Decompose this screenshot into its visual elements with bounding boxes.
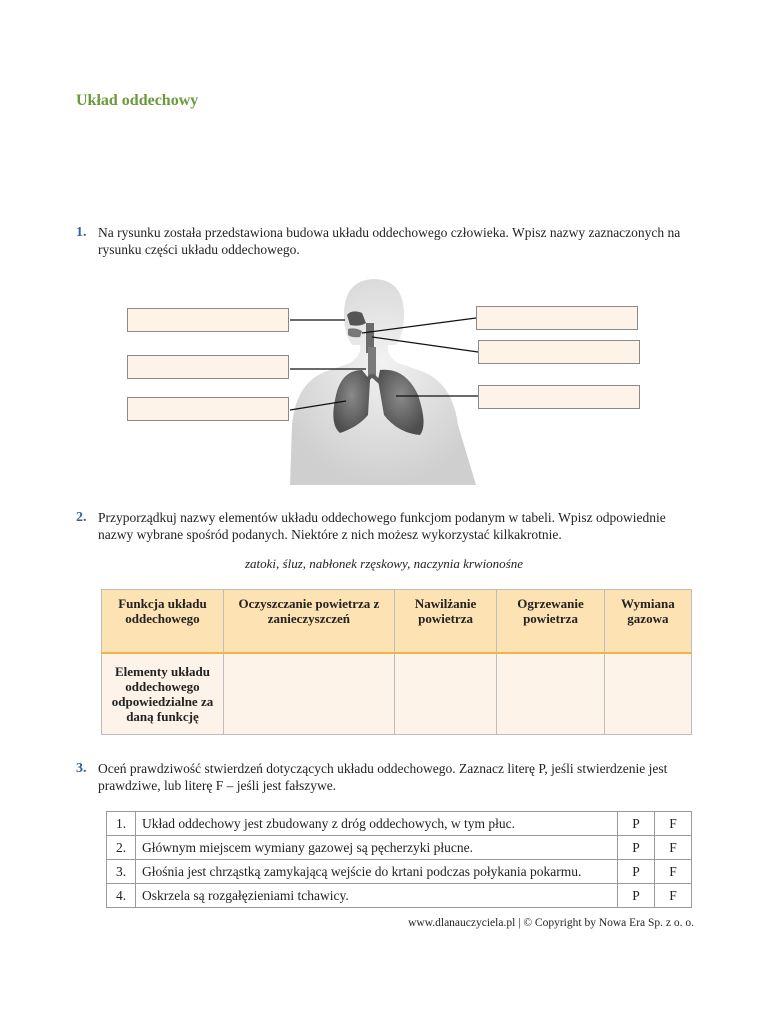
page-title: Układ oddechowy (76, 92, 199, 109)
false-option[interactable]: F (655, 812, 692, 836)
statement-number: 4. (107, 884, 136, 908)
column-header: Oczyszczanie powietrza z zanieczyszczeń (224, 590, 395, 653)
statement-number: 2. (107, 836, 136, 860)
false-option[interactable]: F (655, 860, 692, 884)
table-corner-header: Funkcja układu oddechowego (102, 590, 224, 653)
row-header: Elementy układu oddechowego odpowiedzialne za daną funkcję (102, 653, 224, 735)
task-number: 1. (76, 225, 87, 240)
true-option[interactable]: P (618, 884, 655, 908)
true-option[interactable]: P (618, 836, 655, 860)
table-row (107, 812, 692, 836)
word-bank: zatoki, śluz, nabłonek rzęskowy, naczynia krwionośne (244, 556, 524, 571)
true-false-table (106, 811, 692, 908)
statement-text: Głównym miejscem wymiany gazowej są pęcherzyki płucne. (136, 836, 618, 860)
answer-cell[interactable] (604, 653, 691, 735)
answer-box-left-2[interactable] (127, 355, 289, 379)
trachea (368, 347, 376, 377)
statement-number: 3. (107, 860, 136, 884)
answer-box-left-1[interactable] (127, 308, 289, 332)
answer-box-right-1[interactable] (476, 306, 638, 330)
statement-number: 1. (107, 812, 136, 836)
column-header: Ogrzewanie powietrza (497, 590, 605, 653)
true-option[interactable]: P (618, 812, 655, 836)
task-number: 3. (76, 761, 87, 776)
task-3 (76, 760, 696, 794)
true-option[interactable]: P (618, 860, 655, 884)
respiratory-diagram (0, 275, 768, 485)
column-header: Nawilżanie powietrza (394, 590, 496, 653)
task-instruction: Na rysunku została przedstawiona budowa układu oddechowego człowieka. Wpisz nazwy zaznaczonych na rysunku części układu oddechowego. (98, 225, 681, 257)
task-number: 2. (76, 510, 87, 525)
statement-text: Układ oddechowy jest zbudowany z dróg oddechowych, w tym płuc. (136, 812, 618, 836)
human-torso-illustration (0, 275, 768, 485)
table-row (107, 884, 692, 908)
answer-box-right-2[interactable] (478, 340, 640, 364)
task-instruction: Oceń prawdziwość stwierdzeń dotyczących układu oddechowego. Zaznacz literę P, jeśli stwierdzenie jest prawdziwe, lub literę F – jeśli jest fałszywe. (98, 761, 668, 793)
answer-cell[interactable] (497, 653, 605, 735)
false-option[interactable]: F (655, 836, 692, 860)
answer-cell[interactable] (394, 653, 496, 735)
table-row (107, 860, 692, 884)
task-instruction: Przyporządkuj nazwy elementów układu oddechowego funkcjom podanym w tabeli. Wpisz odpowiednie nazwy wybrane spośród podanych. Niektóre z nich możesz wykorzystać kilkakrotnie. (98, 510, 666, 542)
function-table (101, 589, 692, 735)
task-1 (76, 224, 696, 258)
task-2 (76, 509, 696, 543)
table-row (107, 836, 692, 860)
statement-text: Głośnia jest chrząstką zamykającą wejście do krtani podczas połykania pokarmu. (136, 860, 618, 884)
statement-text: Oskrzela są rozgałęzieniami tchawicy. (136, 884, 618, 908)
false-option[interactable]: F (655, 884, 692, 908)
answer-cell[interactable] (224, 653, 395, 735)
column-header: Wymiana gazowa (604, 590, 691, 653)
copyright-footer: www.dlanauczyciela.pl | © Copyright by Nowa Era Sp. z o. o. (408, 917, 694, 929)
answer-box-left-3[interactable] (127, 397, 289, 421)
answer-box-right-3[interactable] (478, 385, 640, 409)
